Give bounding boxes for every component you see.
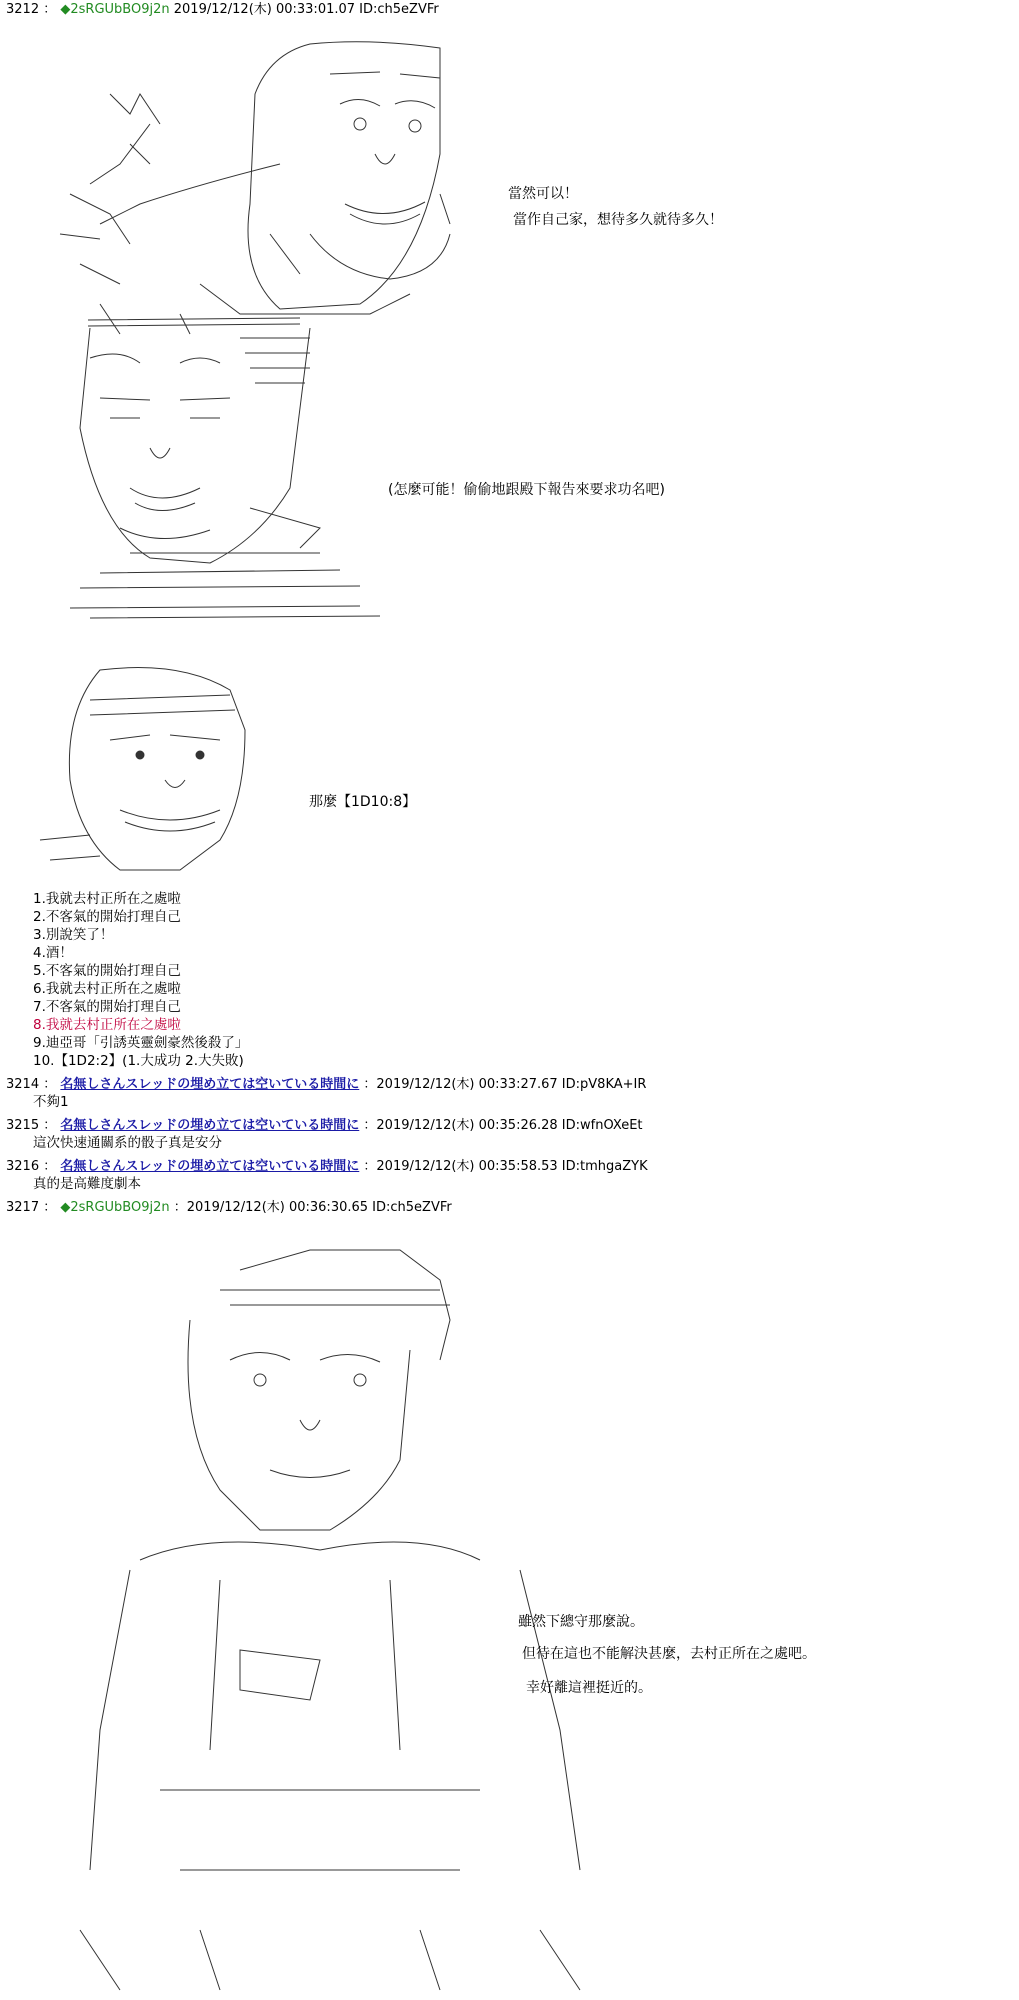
- list-item: 4.酒！: [33, 945, 73, 961]
- post-date-id: ：2019/12/12(木) 00:35:58.53 ID:tmhgaZYK: [363, 1159, 648, 1174]
- list-item: 1.我就去村正所在之處啦: [33, 891, 181, 907]
- post-number: 3212: [6, 2, 40, 17]
- speech-line: 雖然下總守那麼說。: [518, 1614, 644, 1630]
- ascii-art-man-face: [30, 660, 260, 880]
- poster-name-link[interactable]: 名無しさんスレッドの埋め立ては空いている時間に: [60, 1118, 360, 1133]
- list-item: 7.不客氣的開始打理自己: [33, 999, 181, 1015]
- poster-name-link[interactable]: 名無しさんスレッドの埋め立ては空いている時間に: [60, 1159, 360, 1174]
- post-header-3214: [6, 1077, 646, 1093]
- post-separator: ：: [43, 1159, 57, 1174]
- speech-line: 當作自己家，想待多久就待多久！: [513, 212, 723, 228]
- poster-trip[interactable]: ◆2sRGUbBO9j2n: [60, 2, 170, 17]
- speech-line: 但待在這也不能解決甚麼，去村正所在之處吧。: [522, 1646, 816, 1662]
- speech-line: 當然可以！: [508, 186, 578, 202]
- list-item: 6.我就去村正所在之處啦: [33, 981, 181, 997]
- post-separator: ：: [43, 2, 57, 17]
- ascii-art-man-scheming: [60, 308, 380, 638]
- post-body: 真的是高難度劇本: [33, 1176, 141, 1192]
- post-separator: ：: [43, 1118, 57, 1133]
- post-body: 不夠1: [33, 1094, 69, 1110]
- post-date-id: ：2019/12/12(木) 00:36:30.65 ID:ch5eZVFr: [173, 1200, 452, 1215]
- post-separator: ：: [43, 1200, 57, 1215]
- speech-line: (怎麼可能！偷偷地跟殿下報告來要求功名吧): [388, 482, 665, 498]
- ascii-art-man-waving: [40, 34, 480, 344]
- post-header-3217: [6, 1200, 452, 1216]
- speech-line: 那麼【1D10:8】: [309, 794, 417, 810]
- list-item: 5.不客氣的開始打理自己: [33, 963, 181, 979]
- post-date-id: ：2019/12/12(木) 00:33:27.67 ID:pV8KA+IR: [363, 1077, 647, 1092]
- list-item-highlighted: 8.我就去村正所在之處啦: [33, 1017, 181, 1033]
- list-item: 3.別說笑了！: [33, 927, 114, 943]
- list-item: 2.不客氣的開始打理自己: [33, 909, 181, 925]
- poster-name-link[interactable]: 名無しさんスレッドの埋め立ては空いている時間に: [60, 1077, 360, 1092]
- poster-trip[interactable]: ◆2sRGUbBO9j2n: [60, 1200, 170, 1215]
- post-separator: ：: [43, 1077, 57, 1092]
- post-number: 3217: [6, 1200, 40, 1215]
- post-header-3216: [6, 1159, 648, 1175]
- post-body: 這次快速通關系的骰子真是安分: [33, 1135, 222, 1151]
- list-item: 10.【1D2:2】(1.大成功 2.大失敗): [33, 1053, 244, 1069]
- speech-line: 幸好離這裡挺近的。: [526, 1680, 652, 1696]
- post-number: 3216: [6, 1159, 40, 1174]
- post-date-id: 2019/12/12(木) 00:33:01.07 ID:ch5eZVFr: [173, 2, 439, 17]
- list-item: 9.迪亞哥「引誘英靈劍豪然後殺了」: [33, 1035, 249, 1051]
- option-list: [33, 890, 248, 1070]
- post-header-3212: [6, 2, 439, 18]
- post-number: 3214: [6, 1077, 40, 1092]
- post-header-3215: [6, 1118, 643, 1134]
- post-number: 3215: [6, 1118, 40, 1133]
- post-date-id: ：2019/12/12(木) 00:35:26.28 ID:wfnOXeEt: [363, 1118, 643, 1133]
